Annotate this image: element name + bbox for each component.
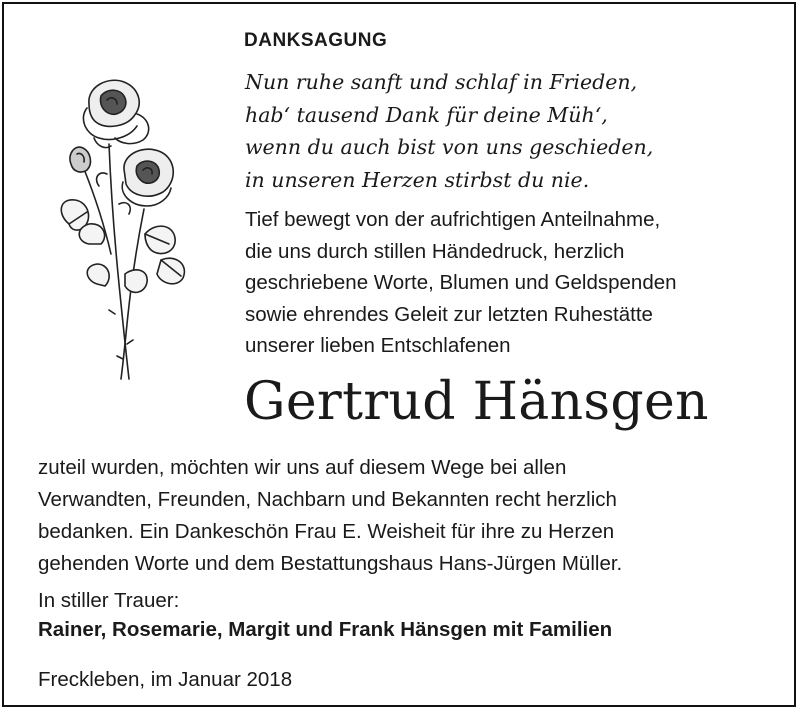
thanks-paragraph [38, 452, 788, 580]
body-line: Verwandten, Freunden, Nachbarn und Bekannten recht herzlich [38, 488, 617, 511]
poem-line: in unseren Herzen stirbst du nie. [245, 167, 590, 192]
poem-line: hab‘ tausend Dank für deine Müh‘, [245, 102, 608, 127]
poem-line: Nun ruhe sanft und schlaf in Frieden, [245, 70, 638, 94]
body-line: zuteil wurden, möchten wir uns auf diesem Wege bei allen [38, 456, 567, 479]
intro-line: unserer lieben Entschlafenen [245, 334, 511, 358]
intro-line: sowie ehrendes Geleit zur letzten Ruhestätte [245, 302, 653, 326]
intro-line: die uns durch stillen Händedruck, herzlich [245, 239, 625, 263]
place-date: Freckleben, im Januar 2018 [38, 668, 293, 691]
deceased-name: Gertrud Hänsgen [244, 372, 709, 432]
body-line: gehenden Worte und dem Bestattungshaus Hans-Jürgen Müller. [38, 552, 623, 575]
intro-line: Tief bewegt von der aufrichtigen Anteilnahme, [245, 208, 661, 231]
family-signature: Rainer, Rosemarie, Margit und Frank Hänsgen mit Familien [38, 618, 613, 641]
intro-paragraph [245, 204, 795, 362]
notice-heading: DANKSAGUNG [244, 30, 388, 51]
rose-illustration-icon [49, 74, 199, 384]
mourning-label: In stiller Trauer: [38, 589, 180, 612]
poem-line: wenn du auch bist von uns geschieden, [245, 135, 654, 159]
memorial-poem [245, 66, 785, 196]
intro-line: geschriebene Worte, Blumen und Geldspenden [245, 271, 677, 295]
notice-frame [2, 2, 796, 707]
body-line: bedanken. Ein Dankeschön Frau E. Weisheit für ihre zu Herzen [38, 520, 615, 543]
